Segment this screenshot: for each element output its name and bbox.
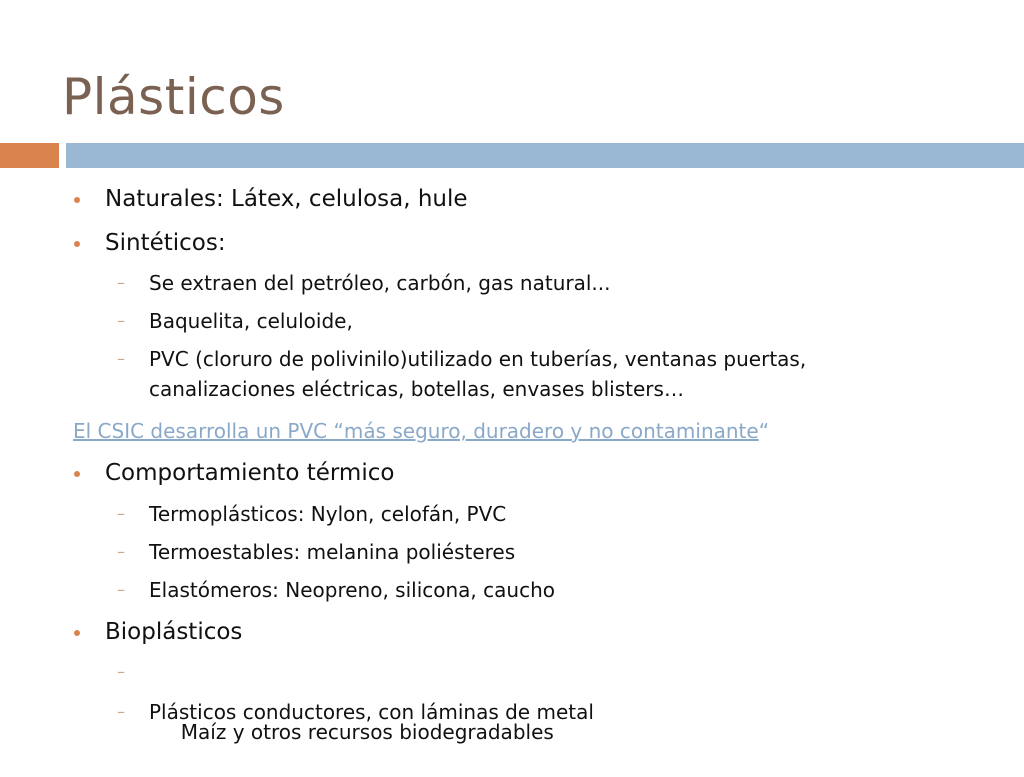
sub-item-sinteticos-3-cont xyxy=(149,374,684,404)
sub-item-comportamiento-2 xyxy=(117,537,516,567)
bullet-item-bioplasticos xyxy=(105,618,242,646)
dash-icon: – xyxy=(117,702,125,721)
sub-item-comportamiento-3 xyxy=(117,575,555,605)
bullet-dot-icon xyxy=(74,197,80,203)
dash-icon: – xyxy=(117,542,125,561)
sub-item-text: Termoestables: melanina poliésteres xyxy=(149,540,516,564)
bullet-text: Sintéticos: xyxy=(105,230,226,256)
link-closing-quote: “ xyxy=(758,419,770,443)
sub-item-text: Baquelita, celuloide, xyxy=(149,309,353,333)
sub-item-text: Plásticos conductores, con láminas de metal xyxy=(149,700,594,724)
sub-item-sinteticos-2 xyxy=(117,306,353,336)
bullet-text: Naturales: Látex, celulosa, hule xyxy=(105,186,468,212)
dash-icon: – xyxy=(117,349,125,368)
csic-article-link[interactable]: El CSIC desarrolla un PVC “más seguro, duradero y no contaminante xyxy=(73,419,759,443)
dash-icon: – xyxy=(117,580,125,599)
dash-icon: – xyxy=(117,311,125,330)
csic-link-line xyxy=(73,417,769,445)
bullet-item-naturales xyxy=(105,185,468,213)
sub-item-sinteticos-3 xyxy=(117,344,807,374)
bullet-dot-icon xyxy=(74,471,80,477)
sub-item-text-line1: PVC (cloruro de polivinilo)utilizado en tuberías, ventanas puertas, xyxy=(149,347,807,371)
slide-title: Plásticos xyxy=(62,68,285,126)
bullet-dot-icon xyxy=(74,630,80,636)
sub-item-text: Termoplásticos: Nylon, celofán, PVC xyxy=(149,502,507,526)
sub-item-text-line2: canalizaciones eléctricas, botellas, envases blisters… xyxy=(149,377,684,401)
dash-icon: – xyxy=(117,662,125,681)
dash-icon: – xyxy=(117,273,125,292)
sub-item-sinteticos-1 xyxy=(117,268,611,298)
bullet-text: Bioplásticos xyxy=(105,619,243,645)
bullet-dot-icon xyxy=(74,241,80,247)
bullet-item-sinteticos xyxy=(105,229,226,257)
sub-item-text: Elastómeros: Neopreno, silicona, caucho xyxy=(149,578,555,602)
sub-item-text: Se extraen del petróleo, carbón, gas natural... xyxy=(149,271,611,295)
sub-item-comportamiento-1 xyxy=(117,499,507,529)
dash-icon: – xyxy=(117,504,125,523)
bullet-item-comportamiento xyxy=(105,459,394,487)
sub-item-bioplasticos-2 xyxy=(117,697,594,727)
bullet-text: Comportamiento térmico xyxy=(105,460,395,486)
sub-item-text: Maíz y otros recursos biodegradables xyxy=(174,720,554,744)
